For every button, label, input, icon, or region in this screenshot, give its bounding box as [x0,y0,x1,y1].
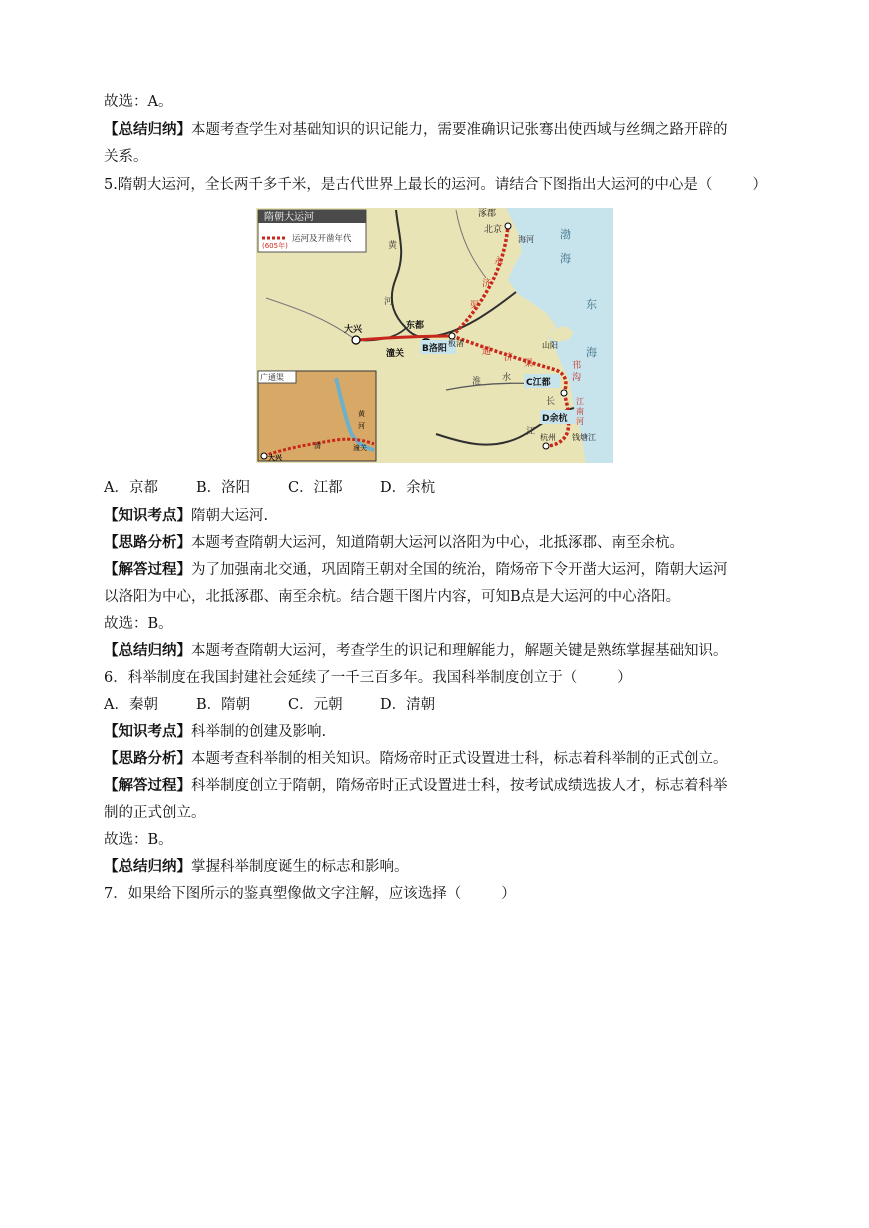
map-label-qu2: 渠 [524,359,534,369]
map-label-tong: 通 [482,347,492,357]
q7-stem-end: ） [501,886,516,902]
map-label-han: 邗 [572,361,582,371]
map-label-b-luoyang: B洛阳 [422,344,447,354]
q5-options [104,478,435,498]
q5-process-tag: 【解答过程】 [104,561,191,578]
q6-summary-tag: 【总结归纳】 [104,858,191,875]
q5-summary [104,641,728,661]
q5-point-text: 隋朝大运河. [191,508,269,524]
map-jiangdu-dot [561,390,567,396]
map-label-huai: 淮 [472,377,482,387]
q6-process-line2: 制的正式创立。 [104,805,206,821]
q6-summary-text: 掌握科举制度诞生的标志和影响。 [191,859,409,875]
q5-summary-text: 本题考查隋朝大运河，考查学生的识记和理解能力，解题关键是熟练掌握基础知识。 [191,643,728,659]
q4-answer: 故选：A。 [104,94,173,110]
map-label-beijing: 北京 [484,225,503,235]
q6-analysis-text: 本题考查科举制的相关知识。隋炀帝时正式设置进士科，标志着科举制的正式创立。 [191,751,728,767]
q6-option-c: C．元朝 [288,697,343,713]
q5-analysis-tag: 【思路分析】 [104,534,191,551]
map-label-zhuojun: 涿郡 [478,209,497,219]
q5-option-b: B．洛阳 [196,480,251,496]
q5-option-a: A．京都 [104,480,158,496]
map-inset-wei: 渭 [314,442,321,450]
map-legend-year: (605年) [262,242,288,250]
q6-stem [104,668,632,688]
map-zhuojun-dot [505,223,511,229]
q6-answer: 故选：B。 [104,832,173,848]
map-label-gou: 沟 [572,373,582,383]
grand-canal-map [256,208,613,463]
q5-stem-text: 5.隋朝大运河，全长两千多千米，是古代世界上最长的运河。请结合下图指出大运河的中心是（ [104,177,713,193]
map-label-chang: 长 [546,397,556,407]
map-inset-huang: 黄 [358,410,365,418]
grand-canal-map-svg [256,208,613,463]
map-label-daxing: 大兴 [344,325,363,335]
map-legend-title: 隋朝大运河 [264,212,314,223]
q6-analysis-tag: 【思路分析】 [104,750,191,767]
q6-point [104,722,326,742]
q5-analysis [104,533,684,553]
q5-analysis-text: 本题考查隋朝大运河，知道隋朝大运河以洛阳为中心，北抵涿郡、南至余杭。 [191,535,684,551]
q6-process-text1: 科举制度创立于隋朝，隋炀帝时正式设置进士科，按考试成绩选拔人才，标志着科举 [191,778,728,794]
map-label-shui: 水 [502,373,512,383]
map-inset-daxing: 大兴 [268,454,282,462]
map-label-banzhu: 板渚 [448,339,464,348]
map-inset-he: 河 [358,422,365,430]
q5-point-tag: 【知识考点】 [104,507,191,524]
q6-summary [104,857,409,877]
map-label-hai2: 海 [586,346,597,359]
q5-summary-tag: 【总结归纳】 [104,642,191,659]
map-label-shanyang: 山阳 [542,341,558,350]
q4-summary-tag: 【总结归纳】 [104,121,191,138]
q5-stem [104,175,767,195]
q6-stem-end: ） [617,670,632,686]
q4-summary-line1 [104,120,728,140]
map-label-qu: 渠 [470,301,480,311]
map-label-jiang: 江 [526,427,536,437]
q4-summary-text: 本题考查学生对基础知识的识记能力，需要准确识记张骞出使西域与丝绸之路开辟的 [191,122,728,138]
map-label-ji2: 济 [504,353,514,363]
q5-process-line1 [104,560,728,580]
map-label-qiantang: 钱塘江 [572,433,596,442]
q6-analysis [104,749,728,769]
map-label-bohai: 渤 [560,228,571,241]
q6-process-tag: 【解答过程】 [104,777,191,794]
q6-option-b: B．隋朝 [196,697,251,713]
q6-option-d: D．清朝 [380,697,436,713]
q5-process-text1: 为了加强南北交通，巩固隋王朝对全国的统治，隋炀帝下令开凿大运河，隋朝大运河 [191,562,728,578]
map-label-yong: 永 [494,257,504,267]
map-daxing-dot [352,336,360,344]
map-yuhang-dot [543,443,549,449]
map-inset-tongguan: 潼关 [353,444,367,452]
q5-process-line2: 以洛阳为中心，北抵涿郡、南至余杭。结合题干图片内容，可知B点是大运河的中心洛阳。 [104,589,681,605]
map-label-dong: 东 [586,298,597,311]
q5-point [104,506,268,526]
map-label-c-jiangdu: C江都 [526,378,551,388]
map-label-jiangnan-2: 南 [576,407,584,416]
q6-point-tag: 【知识考点】 [104,723,191,740]
q6-option-a: A．秦朝 [104,697,158,713]
q5-option-d: D．余杭 [380,480,436,496]
map-inset-daxing-dot [261,453,267,459]
q6-stem-text: 6．科举制度在我国封建社会延续了一千三百多年。我国科举制度创立于（ [104,670,578,686]
q5-option-c: C．江都 [288,480,343,496]
q6-point-text: 科举制的创建及影响. [191,724,327,740]
map-label-hangzhou: 杭州 [540,433,556,442]
map-label-tongguan: 潼关 [386,349,405,359]
q4-summary-line2: 关系。 [104,149,148,165]
map-inset-title: 广通渠 [260,373,284,382]
map-label-he: 河 [384,297,394,307]
map-label-dongdu: 东都 [406,321,425,331]
q5-stem-end: ） [752,177,767,193]
q7-stem [104,884,516,904]
map-label-jiangnan-3: 河 [576,417,584,426]
map-label-ji: 济 [482,279,492,289]
map-label-hai1: 海 [560,252,571,265]
map-label-d-yuhang: D余杭 [542,414,568,424]
q6-options [104,695,435,715]
q7-stem-text: 7．如果给下图所示的鉴真塑像做文字注解，应该选择（ [104,886,462,902]
q6-process-line1 [104,776,728,796]
map-label-jiangnan-1: 江 [576,397,584,406]
map-legend-text: 运河及开凿年代 [292,234,352,244]
map-label-haihe: 海河 [518,235,534,244]
map-label-huang: 黄 [388,241,398,251]
q5-answer: 故选：B。 [104,616,173,632]
